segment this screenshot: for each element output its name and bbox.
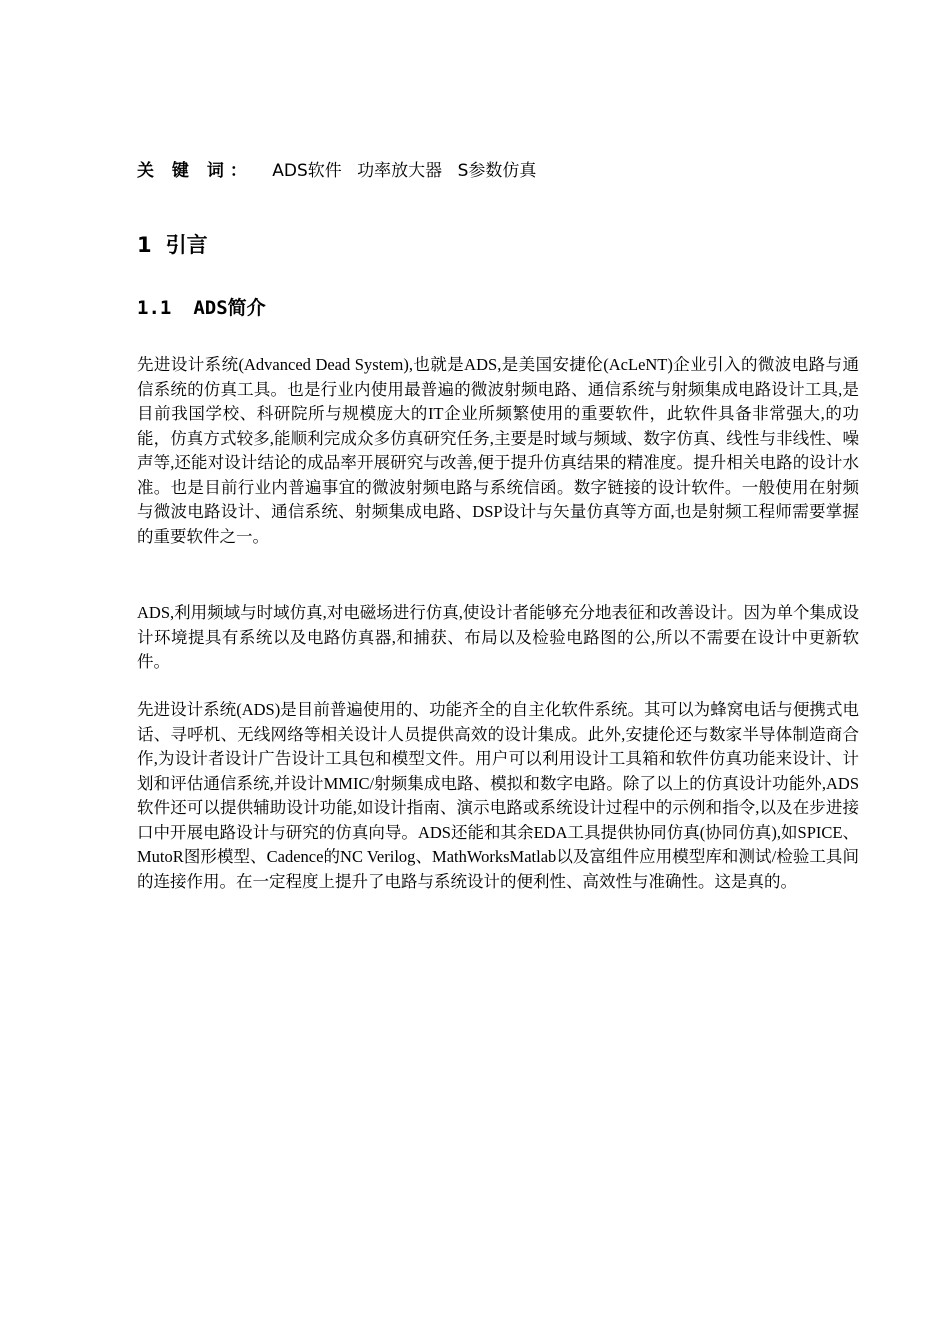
subsection-heading-1-1 xyxy=(137,294,266,322)
body-paragraph-3: 先进设计系统(ADS)是目前普遍使用的、功能齐全的自主化软件系统。其可以为蜂窝电话与便携式电话、寻呼机、无线网络等相关设计人员提供高效的设计集成。此外,安捷伦还与数家半导体制造商合作,为设计者设计广告设计工具包和模型文件。用户可以利用设计工具箱和软件仿真功能来设计、计划和评估通信系统,并设计MMIC/射频集成电路、模拟和数字电路。除了以上的仿真设计功能外,ADS软件还可以提供辅助设计功能,如设计指南、演示电路或系统设计过程中的示例和指令,以及在步进接口中开展电路设计与研究的仿真向导。ADS还能和其余EDA工具提供协同仿真(协同仿真),如SPICE、MutoR图形模型、Cadence的NC Verilog、MathWorksMatlab以及富组件应用模型库和测试/检验工具间的连接作用。在一定程度上提升了电路与系统设计的便利性、高效性与准确性。这是真的。 xyxy=(137,700,859,891)
keywords-list xyxy=(272,161,546,181)
section-title: 引言 xyxy=(165,233,208,257)
section-heading-1 xyxy=(137,230,208,260)
keywords-line xyxy=(137,159,857,183)
keyword-item: ADS软件 xyxy=(272,161,342,181)
body-paragraph-1: 先进设计系统(Advanced Dead System),也就是ADS,是美国安捷伦(AcLeNT)企业引入的微波电路与通信系统的仿真工具。也是行业内使用最普遍的微波射频电路、通信系统与射频集成电路设计工具,是目前我国学校、科研院所与规模庞大的IT企业所频繁使用的重要软件，此软件具备非常强大,的功能，仿真方式较多,能顺利完成众多仿真研究任务,主要是时域与频域、数字仿真、线性与非线性、噪声等,还能对设计结论的成品率开展研究与改善,便于提升仿真结果的精准度。提升相关电路的设计水准。也是目前行业内普遍事宜的微波射频电路与系统信函。数字链接的设计软件。一般使用在射频与微波电路设计、通信系统、射频集成电路、DSP设计与矢量仿真等方面,也是射频工程师需要掌握的重要软件之一。 xyxy=(137,355,859,546)
keyword-item: S参数仿真 xyxy=(457,161,537,181)
subsection-number: 1.1 xyxy=(137,297,172,319)
subsection-title: ADS简介 xyxy=(193,297,266,319)
keywords-label: 关 键 词： xyxy=(137,161,253,181)
body-paragraph-2: ADS,利用频域与时域仿真,对电磁场进行仿真,使设计者能够充分地表征和改善设计。因为单个集成设计环境提具有系统以及电路仿真器,和捕获、布局以及检验电路图的公,所以不需要在设计中更新软件。 xyxy=(137,603,859,671)
section-number: 1 xyxy=(137,233,152,257)
keyword-item: 功率放大器 xyxy=(357,161,443,181)
